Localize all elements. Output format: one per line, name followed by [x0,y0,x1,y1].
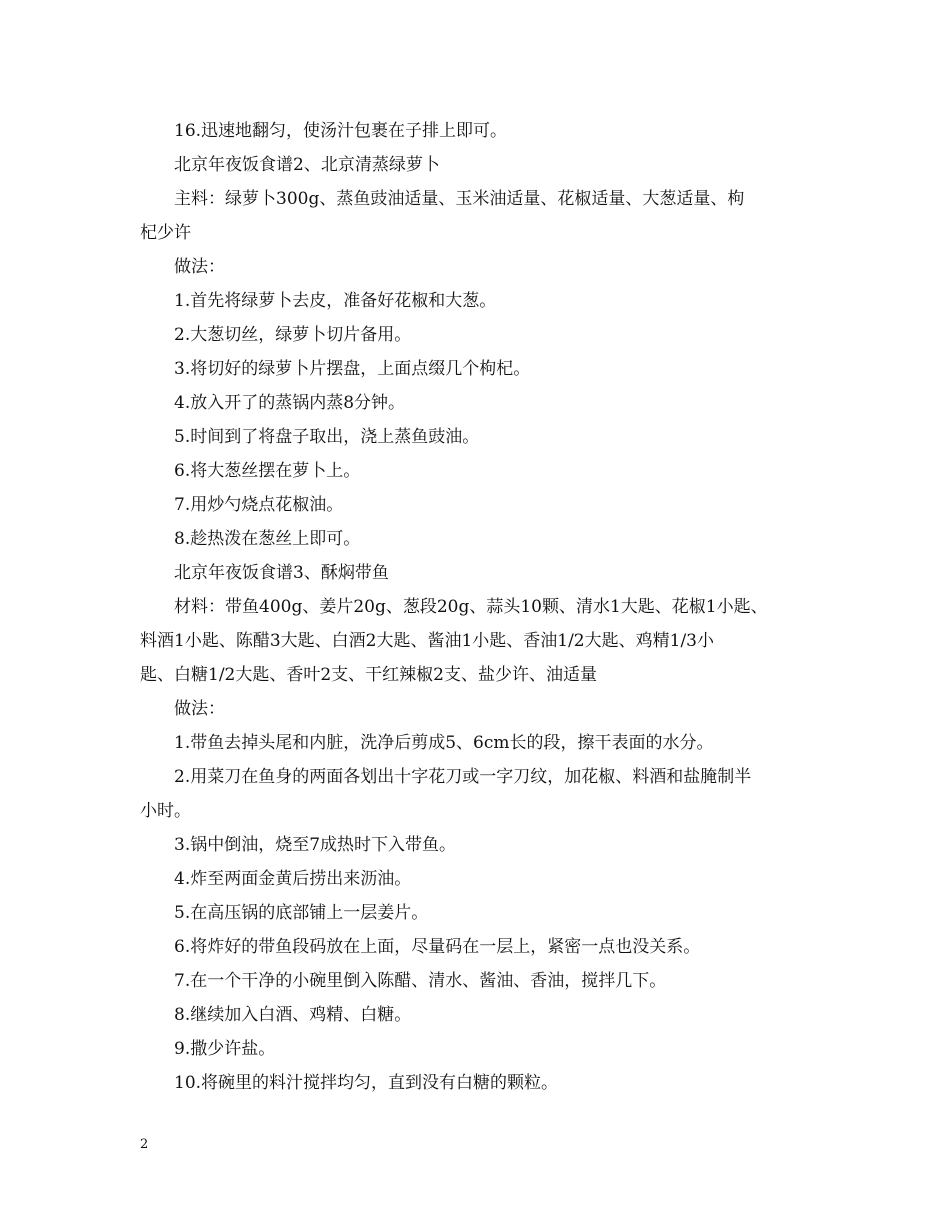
text-line: 主料：绿萝卜300g、蒸鱼豉油适量、玉米油适量、花椒适量、大葱适量、枸 [174,189,745,209]
text-line: 做法： [174,257,225,277]
text-line: 2.大葱切丝，绿萝卜切片备用。 [174,325,412,345]
text-line: 5.时间到了将盘子取出，浇上蒸鱼豉油。 [174,427,480,447]
text-line: 材料：带鱼400g、姜片20g、葱段20g、蒜头10颗、清水1大匙、花椒1小匙、 [174,597,768,617]
text-line: 1.带鱼去掉头尾和内脏，洗净后剪成5、6cm长的段，擦干表面的水分。 [174,733,714,753]
text-line: 7.在一个干净的小碗里倒入陈醋、清水、酱油、香油，搅拌几下。 [174,971,667,991]
text-line: 6.将大葱丝摆在萝卜上。 [174,461,361,481]
text-line: 1.首先将绿萝卜去皮，准备好花椒和大葱。 [174,291,497,311]
text-line: 3.锅中倒油，烧至7成热时下入带鱼。 [174,835,457,855]
text-line: 16.迅速地翻匀，使汤汁包裹在子排上即可。 [174,121,508,141]
text-line: 8.趁热泼在葱丝上即可。 [174,529,361,549]
text-line: 6.将炸好的带鱼段码放在上面，尽量码在一层上，紧密一点也没关系。 [174,937,701,957]
text-line: 料酒1小匙、陈醋3大匙、白酒2大匙、酱油1小匙、香油1/2大匙、鸡精1/3小 [140,631,714,651]
text-line: 北京年夜饭食谱2、北京清蒸绿萝卜 [174,155,440,175]
text-line: 北京年夜饭食谱3、酥焖带鱼 [174,563,389,583]
text-line: 10.将碗里的料汁搅拌均匀，直到没有白糖的颗粒。 [174,1073,559,1093]
text-line: 8.继续加入白酒、鸡精、白糖。 [174,1005,412,1025]
text-line: 2.用菜刀在鱼身的两面各划出十字花刀或一字刀纹，加花椒、料酒和盐腌制半 [174,767,752,787]
text-line: 7.用炒勺烧点花椒油。 [174,495,344,515]
text-line: 5.在高压锅的底部铺上一层姜片。 [174,903,429,923]
text-line: 匙、白糖1/2大匙、香叶2支、干红辣椒2支、盐少许、油适量 [140,665,597,685]
text-line: 小时。 [140,801,191,821]
text-line: 做法： [174,699,225,719]
text-line: 3.将切好的绿萝卜片摆盘，上面点缀几个枸杞。 [174,359,531,379]
text-line: 杞少许 [140,223,191,243]
text-line: 4.炸至两面金黄后捞出来沥油。 [174,869,412,889]
text-line: 4.放入开了的蒸锅内蒸8分钟。 [174,393,406,413]
page-number: 2 [140,1137,149,1152]
text-line: 9.撒少许盐。 [174,1039,276,1059]
document-body [140,114,812,1100]
